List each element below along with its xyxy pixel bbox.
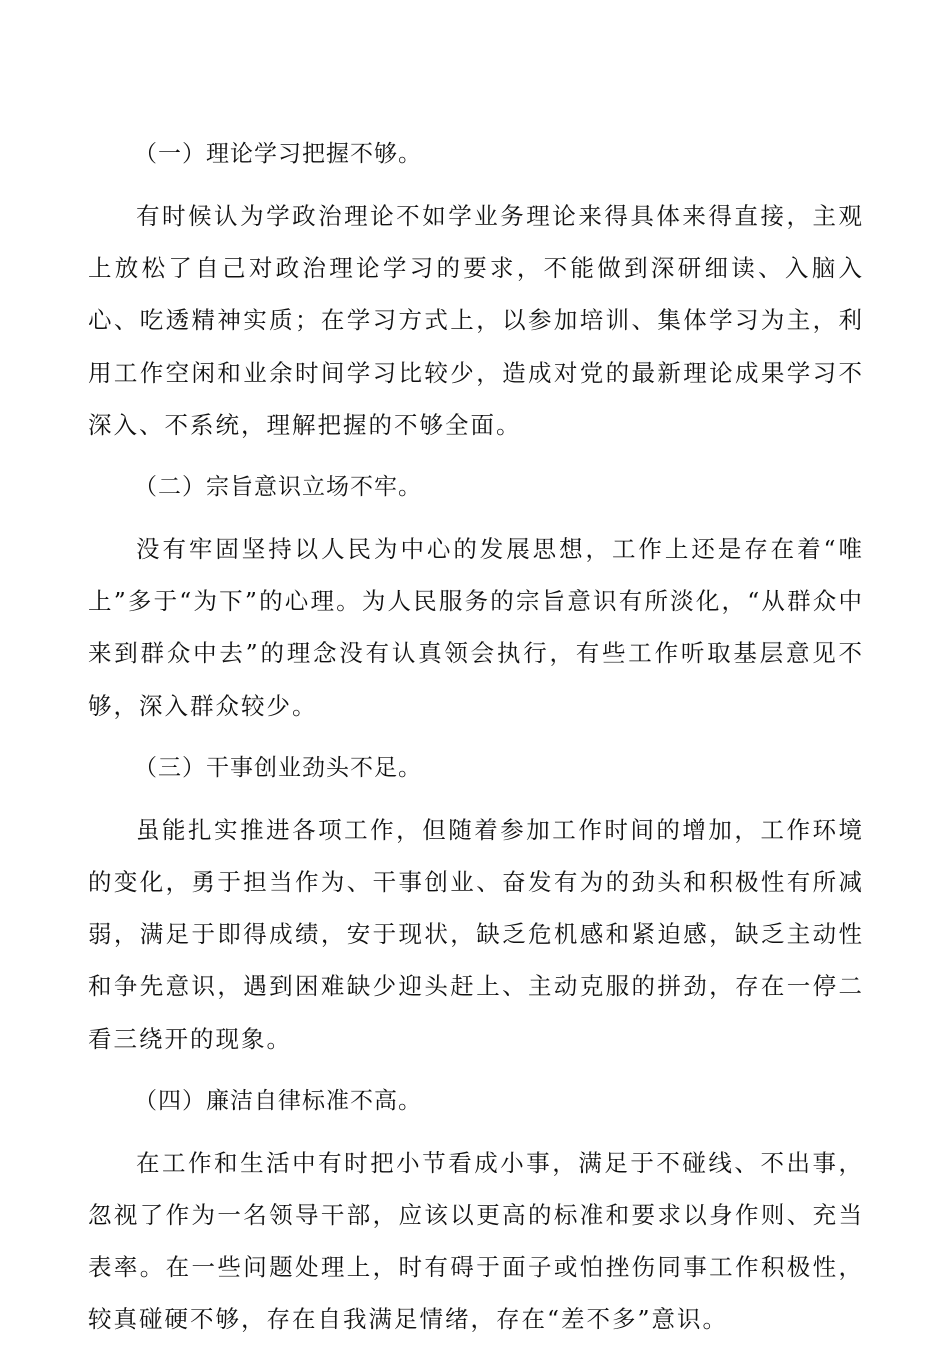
document-body: [88, 128, 864, 1356]
section-paragraph-2: 没有牢固坚持以人民为中心的发展思想，工作上还是存在着“唯上”多于“为下”的心理。为人民服务的宗旨意识有所淡化，“从群众中来到群众中去”的理念没有认真领会执行，有些工作听取基层意见不够，深入群众较少。: [88, 535, 864, 720]
section-heading-2: （二）宗旨意识立场不牢。: [134, 474, 422, 501]
section-paragraph-4: 在工作和生活中有时把小节看成小事，满足于不碰线、不出事，忽视了作为一名领导干部，应该以更高的标准和要求以身作则、充当表率。在一些问题处理上，时有碍于面子或怕挫伤同事工作积极性，较真碰硬不够，存在自我满足情绪，存在“差不多”意识。: [88, 1148, 864, 1334]
section-heading-4: （四）廉洁自律标准不高。: [134, 1087, 422, 1114]
section-paragraph-1: 有时候认为学政治理论不如学业务理论来得具体来得直接，主观上放松了自己对政治理论学习的要求，不能做到深研细读、入脑入心、吃透精神实质；在学习方式上，以参加培训、集体学习为主，利用工作空闲和业余时间学习比较少，造成对党的最新理论成果学习不深入、不系统，理解把握的不够全面。: [88, 202, 864, 439]
section-heading-3: （三）干事创业劲头不足。: [134, 754, 422, 781]
section-heading-1: （一）理论学习把握不够。: [134, 141, 422, 167]
section-paragraph-3: 虽能扎实推进各项工作，但随着参加工作时间的增加，工作环境的变化，勇于担当作为、干事创业、奋发有为的劲头和积极性有所减弱，满足于即得成绩，安于现状，缺乏危机感和紧迫感，缺乏主动性和争先意识，遇到困难缺少迎头赶上、主动克服的拼劲，存在一停二看三绕开的现象。: [88, 815, 864, 1053]
